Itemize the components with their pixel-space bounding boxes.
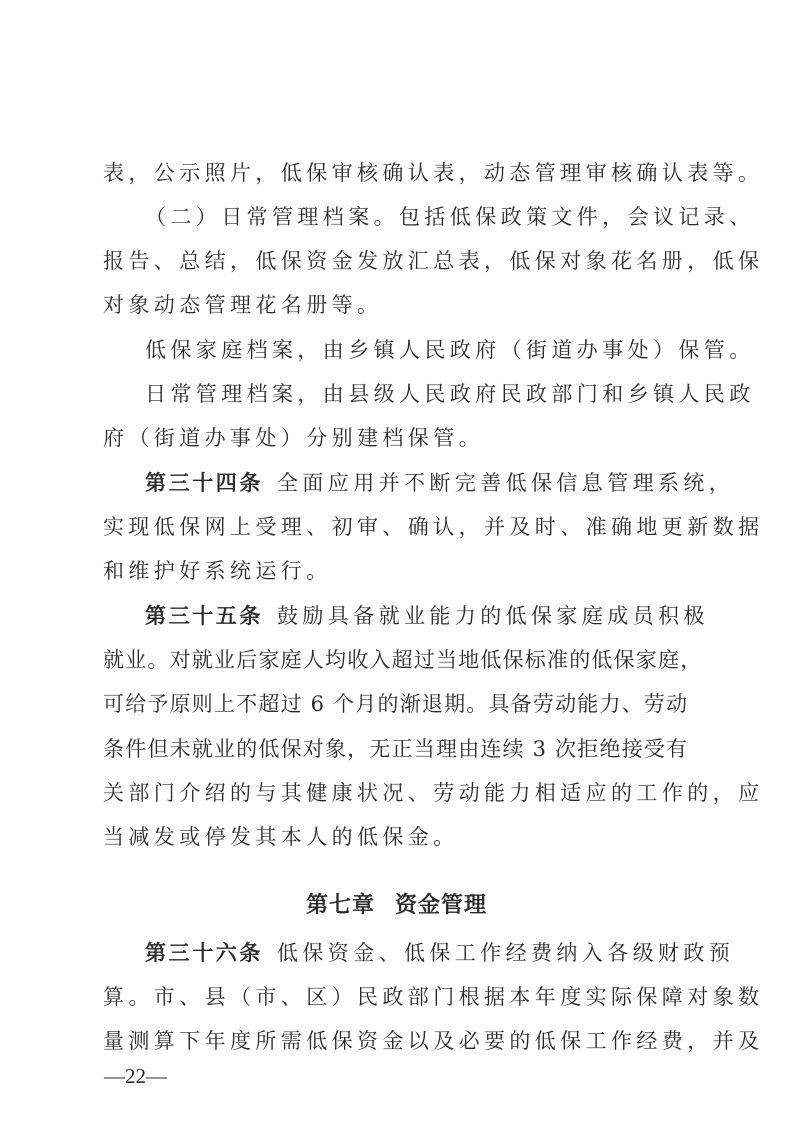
article-heading: 第三十四条: [145, 470, 263, 495]
paragraph-line: 可给予原则上不超过 6 个月的渐退期。具备劳动能力、劳动: [103, 692, 689, 716]
article-heading: 第三十六条: [145, 940, 263, 965]
paragraph-line: 低保家庭档案，由乡镇人民政府（街道办事处）保管。: [145, 338, 755, 362]
paragraph-line: 报告、总结，低保资金发放汇总表，低保对象花名册，低保: [103, 249, 764, 273]
article-34-first-line: [145, 469, 735, 497]
paragraph-line: 就业。对就业后家庭人均收入超过当地低保标准的低保家庭，: [103, 648, 703, 672]
paragraph-line: 对象动态管理花名册等。: [103, 293, 383, 317]
paragraph-line: 算。市、县（市、区）民政部门根据本年度实际保障对象数: [103, 985, 764, 1009]
paragraph-line: 日常管理档案，由县级人民政府民政部门和乡镇人民政: [145, 382, 755, 406]
article-36-first-line: [145, 939, 735, 967]
paragraph-line: 府（街道办事处）分别建档保管。: [103, 426, 484, 450]
paragraph-line: 量测算下年度所需低保资金以及必要的低保工作经费，并及: [103, 1029, 764, 1053]
paragraph-line: 和维护好系统运行。: [103, 559, 332, 583]
paragraph-line: 关部门介绍的与其健康状况、劳动能力相适应的工作的，应: [103, 781, 764, 805]
article-text: 低保资金、低保工作经费纳入各级财政预: [277, 941, 735, 965]
chapter-heading: [0, 891, 793, 919]
article-35-first-line: [145, 602, 709, 630]
page-number: —22—: [104, 1064, 167, 1088]
paragraph-line: 表，公示照片，低保审核确认表，动态管理审核确认表等。: [103, 161, 764, 185]
chapter-title: 资金管理: [395, 892, 488, 918]
chapter-number: 第七章: [305, 892, 375, 918]
paragraph-line: 条件但未就业的低保对象，无正当理由连续 3 次拒绝接受有: [103, 737, 689, 761]
article-text: 全面应用并不断完善低保信息管理系统，: [277, 471, 735, 495]
article-text: 鼓励具备就业能力的低保家庭成员积极: [277, 604, 709, 628]
paragraph-line: 当减发或停发其本人的低保金。: [103, 825, 459, 849]
article-heading: 第三十五条: [145, 603, 263, 628]
paragraph-line: 实现低保网上受理、初审、确认，并及时、准确地更新数据: [103, 515, 764, 539]
paragraph-line: （二）日常管理档案。包括低保政策文件，会议记录、: [145, 205, 755, 229]
